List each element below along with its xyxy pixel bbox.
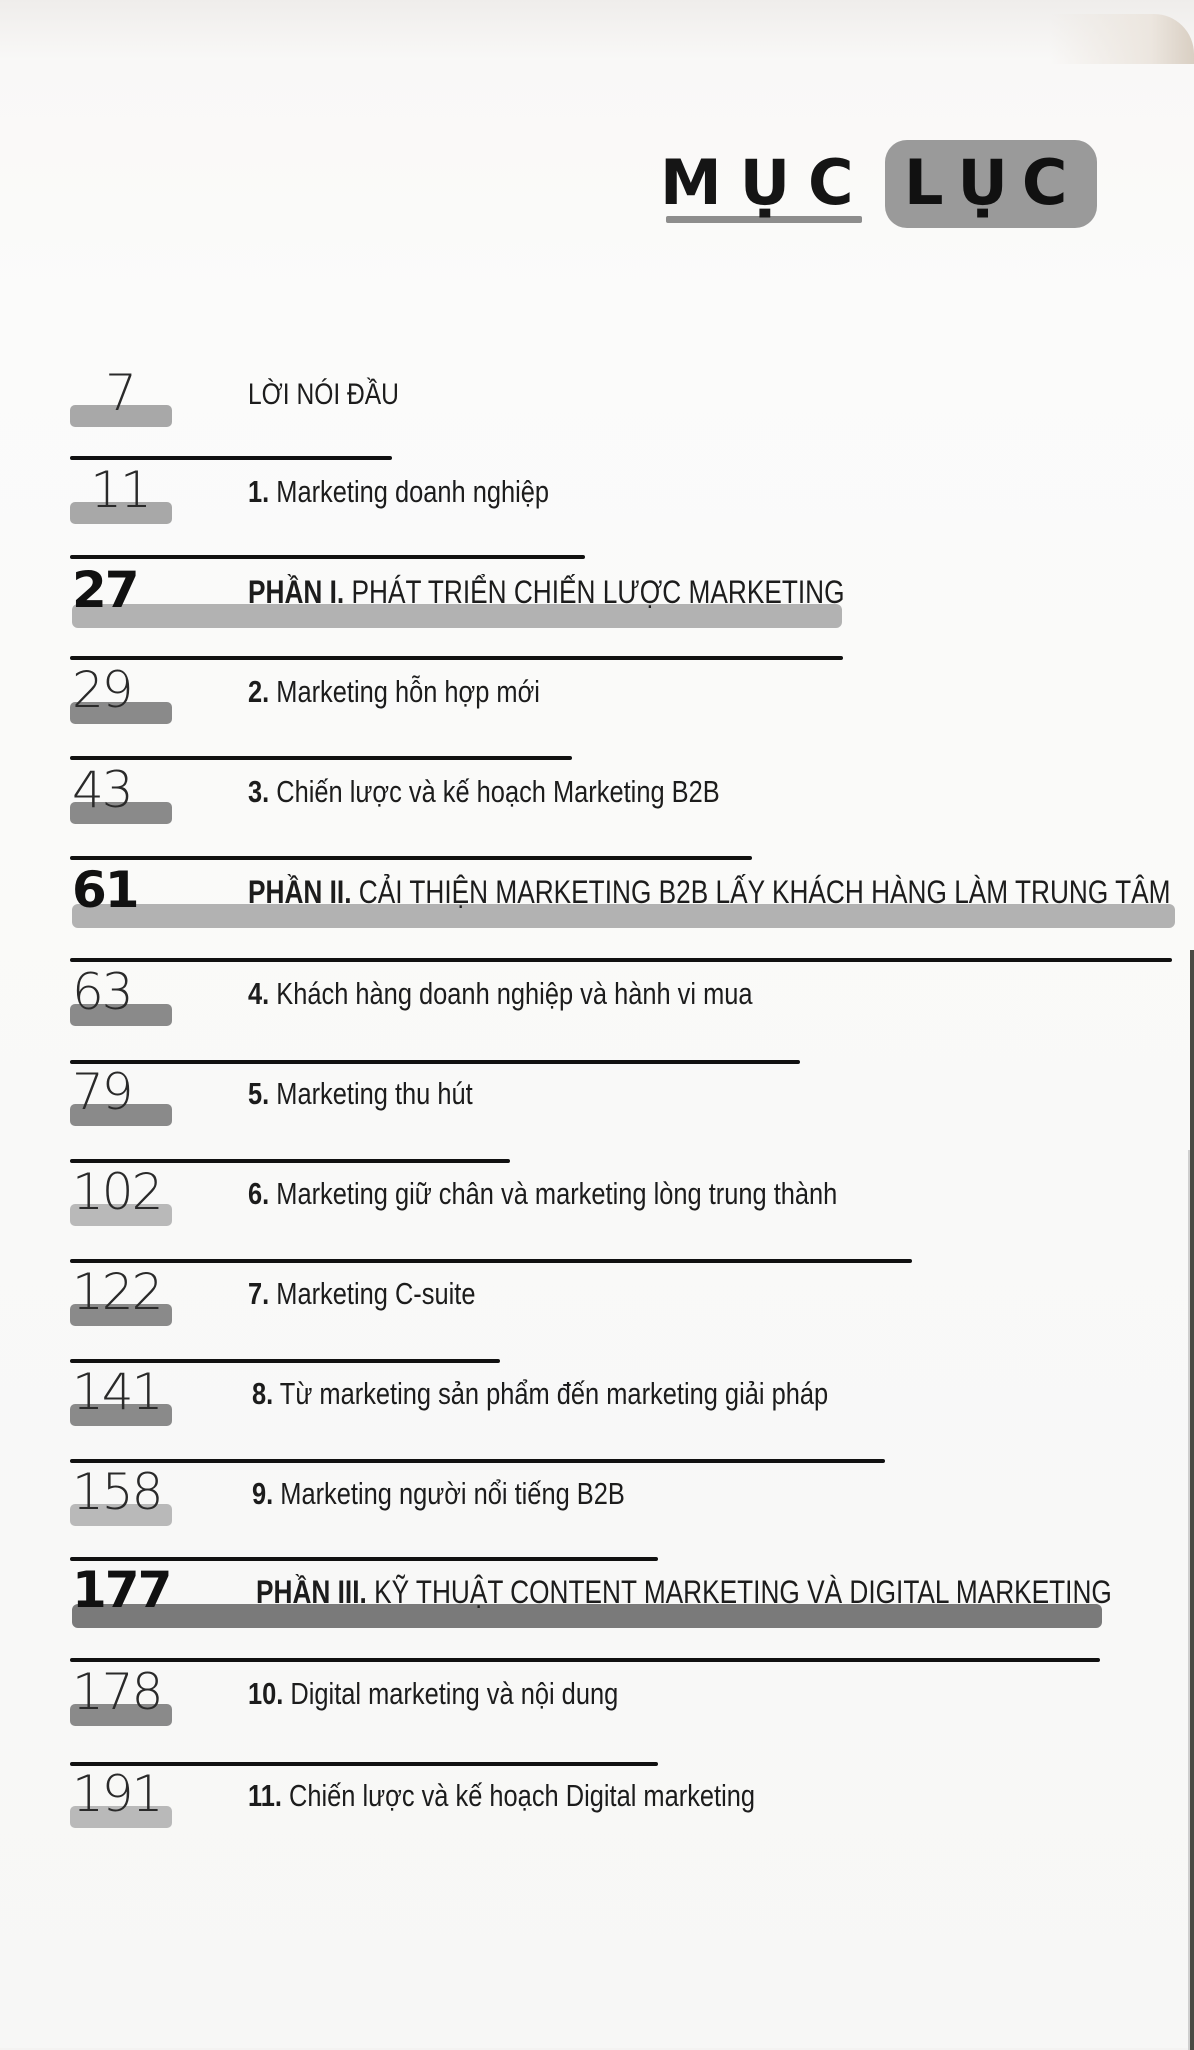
- entry-text: LỜI NÓI ĐẦU: [248, 378, 399, 411]
- entry-text: CẢI THIỆN MARKETING B2B LẤY KHÁCH HÀNG LÀM TRUNG TÂM: [351, 874, 1171, 910]
- entry-text: Marketing doanh nghiệp: [269, 474, 550, 509]
- page-number: 177: [72, 1561, 171, 1619]
- entry-title: [248, 1072, 473, 1116]
- entry-prefix: 7.: [248, 1276, 270, 1311]
- toc-entry-part-3[interactable]: [0, 1562, 1194, 1632]
- page-number: 11: [90, 461, 150, 519]
- divider-rule: [70, 1459, 885, 1463]
- divider-rule: [70, 555, 585, 559]
- entry-title: [248, 870, 1170, 914]
- entry-text: Marketing C-suite: [269, 1276, 476, 1311]
- entry-prefix: 1.: [248, 474, 270, 509]
- divider-rule: [70, 1259, 912, 1263]
- divider-rule: [70, 958, 1172, 962]
- toc-entry-chapter-5[interactable]: [0, 1064, 1194, 1134]
- entry-text: KỸ THUẬT CONTENT MARKETING VÀ DIGITAL MARKETING: [366, 1574, 1112, 1610]
- entry-title: [252, 1372, 828, 1416]
- entry-text: Chiến lược và kế hoạch Marketing B2B: [269, 774, 720, 809]
- title-word-muc: MỤC: [660, 146, 872, 219]
- entry-prefix: PHẦN II.: [248, 874, 352, 910]
- title-word-luc: LỤC: [904, 146, 1082, 219]
- page-number: 79: [72, 1063, 132, 1121]
- toc-entry-chapter-6[interactable]: [0, 1164, 1194, 1234]
- divider-rule: [70, 656, 843, 660]
- entry-prefix: 4.: [248, 976, 270, 1011]
- entry-title: [248, 1172, 837, 1216]
- entry-text: Khách hàng doanh nghiệp và hành vi mua: [269, 976, 753, 1011]
- entry-text: Marketing người nổi tiếng B2B: [273, 1476, 625, 1511]
- entry-title: [252, 1472, 625, 1516]
- toc-entry-chapter-9[interactable]: [0, 1464, 1194, 1534]
- entry-prefix: 3.: [248, 774, 270, 809]
- toc-entry-preface[interactable]: [0, 365, 1194, 435]
- divider-rule: [70, 1658, 1100, 1662]
- toc-entry-chapter-4[interactable]: [0, 964, 1194, 1034]
- toc-entry-chapter-10[interactable]: [0, 1664, 1194, 1734]
- entry-prefix: PHẦN III.: [256, 1574, 367, 1610]
- toc-entry-chapter-7[interactable]: [0, 1264, 1194, 1334]
- toc-entry-chapter-2[interactable]: [0, 662, 1194, 732]
- page-number: 7: [105, 364, 135, 422]
- entry-prefix: 9.: [252, 1476, 274, 1511]
- page-number: 191: [72, 1765, 162, 1823]
- entry-title: [248, 1272, 475, 1316]
- page-number: 141: [72, 1363, 162, 1421]
- page-number: 158: [72, 1463, 162, 1521]
- divider-rule: [70, 456, 392, 460]
- entry-prefix: 11.: [248, 1778, 282, 1813]
- entry-title: [248, 1672, 618, 1716]
- page-number: 102: [72, 1163, 162, 1221]
- page-number: 27: [72, 561, 138, 619]
- toc-entry-part-1[interactable]: [0, 562, 1194, 632]
- entry-title: [248, 770, 720, 814]
- entry-prefix: 2.: [248, 674, 270, 709]
- entry-title: [248, 570, 845, 614]
- toc-entry-chapter-1[interactable]: [0, 462, 1194, 532]
- entry-title: [248, 1774, 755, 1818]
- entry-title: [248, 373, 399, 417]
- entry-prefix: 5.: [248, 1076, 270, 1111]
- page-number: 122: [72, 1263, 162, 1321]
- entry-text: Marketing hỗn hợp mới: [269, 674, 540, 709]
- entry-title: [248, 670, 540, 714]
- entry-text: Chiến lược và kế hoạch Digital marketing: [281, 1778, 756, 1813]
- page-curl-shadow: [1050, 14, 1194, 64]
- entry-text: Từ marketing sản phẩm đến marketing giải pháp: [273, 1376, 829, 1411]
- page-number: 29: [72, 661, 132, 719]
- page-number: 178: [72, 1663, 162, 1721]
- entry-text: Digital marketing và nội dung: [283, 1676, 619, 1711]
- toc-entry-chapter-3[interactable]: [0, 762, 1194, 832]
- page-number: 43: [72, 761, 132, 819]
- entry-prefix: PHẦN I.: [248, 574, 345, 610]
- page-number: 61: [72, 861, 138, 919]
- divider-rule: [70, 856, 752, 860]
- page-number: 63: [72, 963, 132, 1021]
- entry-title: [248, 972, 753, 1016]
- entry-text: Marketing giữ chân và marketing lòng trung thành: [269, 1176, 838, 1211]
- entry-title: [248, 470, 549, 514]
- toc-entry-chapter-11[interactable]: [0, 1766, 1194, 1836]
- entry-text: PHÁT TRIỂN CHIẾN LƯỢC MARKETING: [344, 574, 845, 610]
- entry-title: [256, 1570, 1112, 1614]
- entry-text: Marketing thu hút: [269, 1076, 473, 1111]
- entry-prefix: 8.: [252, 1376, 274, 1411]
- divider-rule: [70, 756, 572, 760]
- toc-entry-chapter-8[interactable]: [0, 1364, 1194, 1434]
- entry-prefix: 6.: [248, 1176, 270, 1211]
- entry-prefix: 10.: [248, 1676, 284, 1711]
- toc-entry-part-2[interactable]: [0, 862, 1194, 932]
